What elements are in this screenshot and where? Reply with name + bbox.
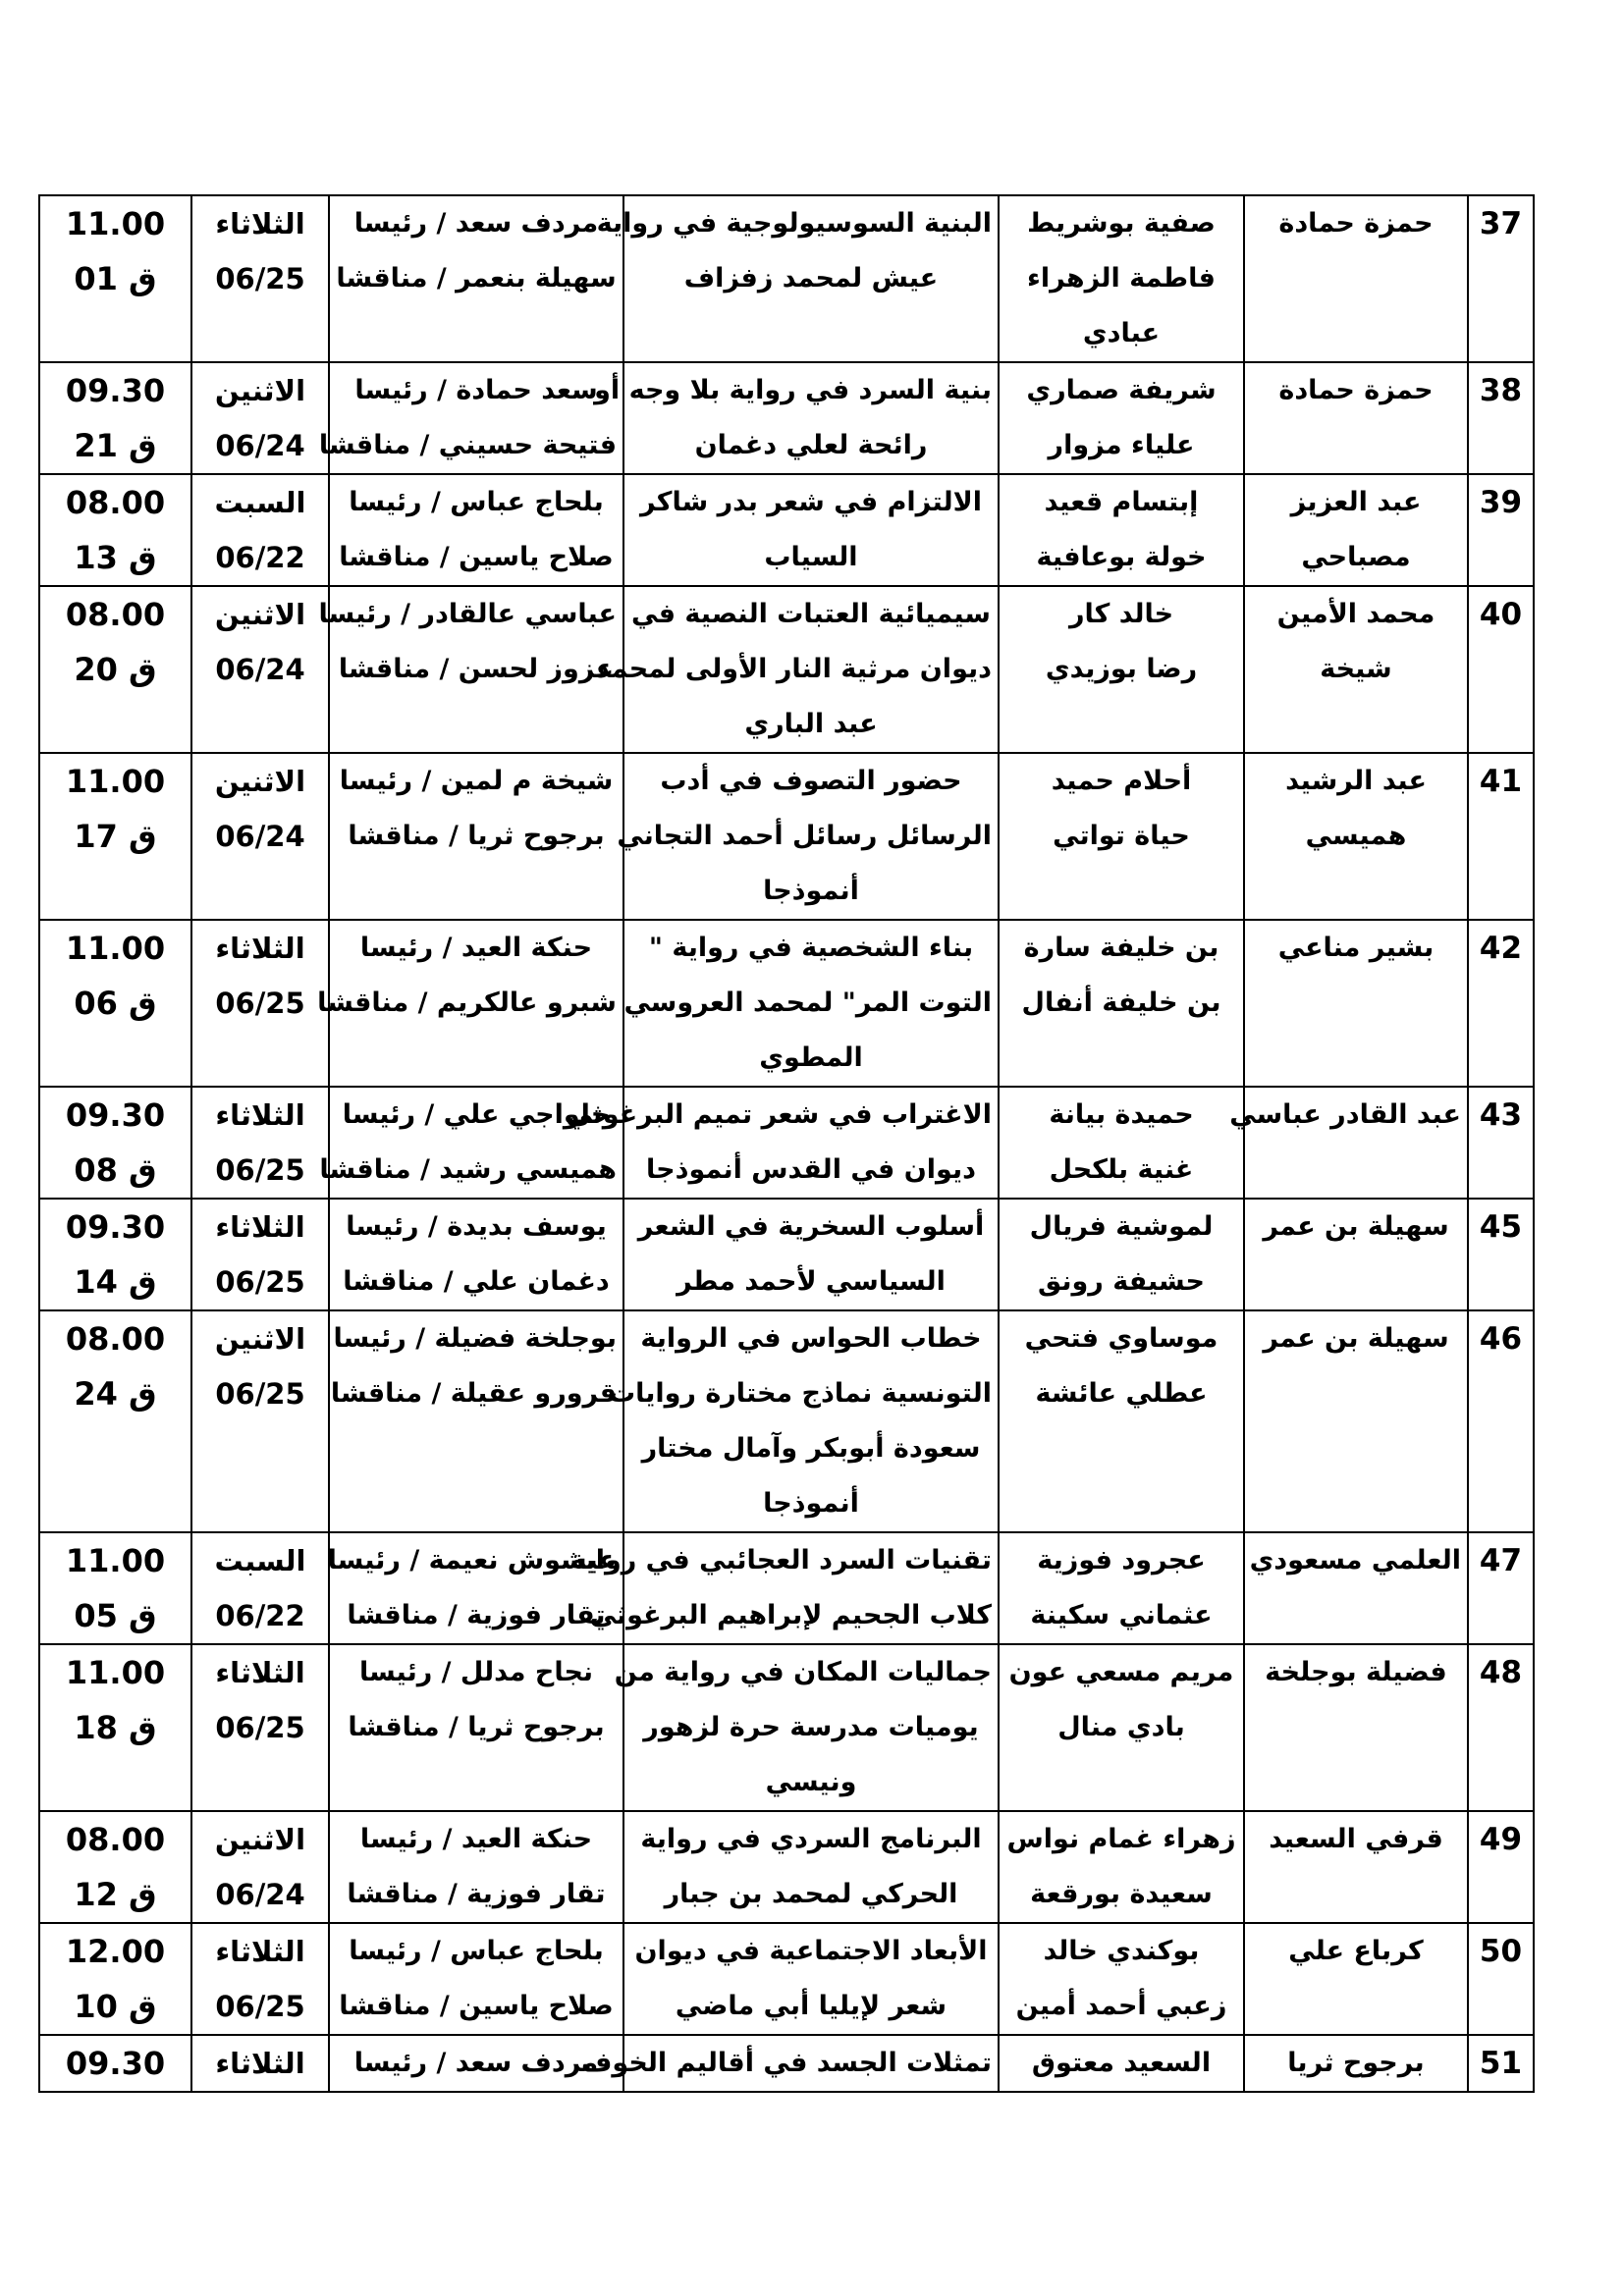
- date-line: 06/25: [215, 1711, 305, 1744]
- thesis-title-line: ديوان في القدس أنموذجا: [646, 1154, 976, 1185]
- date-cell: [191, 1811, 329, 1923]
- supervisor-line: عبد القادر عباسي: [1229, 1099, 1461, 1130]
- time-room-cell: [39, 474, 191, 586]
- defense-schedule-table: [38, 194, 1535, 2093]
- students-line: بوكندي خالد: [1043, 1936, 1200, 1966]
- date-cell: [191, 362, 329, 474]
- committee-line: برجوح ثريا / مناقشا: [348, 821, 605, 851]
- time-room-line: 08.00: [65, 1821, 166, 1858]
- supervisor-cell: [1244, 586, 1468, 753]
- committee-line: سهيلة بنعمر / مناقشا: [336, 263, 617, 294]
- time-room-cell: [39, 1199, 191, 1310]
- committee-line: عباسي عالقادر / رئيسا: [318, 599, 617, 629]
- time-room-line: ق 24: [74, 1375, 157, 1413]
- committee-cell: [319, 1087, 623, 1199]
- committee-line: بوجلخة فضيلة / رئيسا: [333, 1323, 617, 1354]
- time-room-line: 11.00: [65, 763, 166, 800]
- table-row: [39, 1644, 1534, 1811]
- students-line: عطلي عائشة: [1035, 1378, 1208, 1409]
- supervisor-line: عبد الرشيد: [1285, 766, 1427, 796]
- students-line: بن خليفة سارة: [1023, 933, 1219, 963]
- supervisor-line: حمزة حمادة: [1278, 208, 1434, 239]
- supervisor-line: العلمي مسعودي: [1249, 1545, 1461, 1575]
- students-cell: [999, 474, 1244, 586]
- thesis-title-line: السياسي لأحمد مطر: [677, 1266, 946, 1297]
- supervisor-cell: [1244, 1199, 1468, 1310]
- thesis-title-cell: [623, 1811, 999, 1923]
- committee-cell: [318, 362, 623, 474]
- date-line: 06/25: [215, 1153, 305, 1187]
- supervisor-cell: [1244, 1310, 1468, 1532]
- students-line: عجرود فوزية: [1037, 1545, 1206, 1575]
- students-cell: [999, 586, 1244, 753]
- date-cell: [191, 1644, 329, 1811]
- date-cell: [191, 1199, 329, 1310]
- students-cell: [999, 1923, 1244, 2035]
- row-number-cell: 38: [1468, 362, 1534, 474]
- thesis-title-line: تمثلات الجسد في أقاليم الخوف: [581, 2048, 992, 2078]
- thesis-title-line: سعودة أبوبكر وآمال مختار: [641, 1433, 981, 1464]
- thesis-title-line: أنموذجا: [763, 1488, 859, 1519]
- supervisor-cell: [1229, 1087, 1468, 1199]
- students-cell: [999, 753, 1244, 920]
- students-line: بن خليفة أنفال: [1021, 988, 1221, 1018]
- thesis-title-line: البنية السوسيولوجية في رواية: [596, 208, 992, 239]
- date-line: الثلاثاء: [215, 1098, 305, 1132]
- supervisor-line: قرفي السعيد: [1269, 1824, 1443, 1854]
- time-room-cell: [39, 1310, 191, 1532]
- supervisor-line: هميسي: [1305, 821, 1407, 851]
- date-line: 06/25: [215, 262, 305, 295]
- thesis-title-line: تقنيات السرد العجائبي في رواية: [569, 1545, 992, 1575]
- students-line: موساوي فتحي: [1024, 1323, 1218, 1354]
- date-line: الثلاثاء: [215, 1935, 305, 1968]
- thesis-title-line: أسلوب السخرية في الشعر: [637, 1211, 985, 1242]
- students-cell: [999, 1644, 1244, 1811]
- time-room-line: 08.00: [65, 1320, 166, 1358]
- thesis-title-line: شعر لإيليا أبي ماضي: [675, 1991, 947, 2021]
- row-number-cell: 39: [1468, 474, 1534, 586]
- date-line: السبت: [214, 1544, 306, 1577]
- row-number-cell: 41: [1468, 753, 1534, 920]
- date-cell: [191, 920, 329, 1087]
- students-line: زهراء غمام نواس: [1006, 1824, 1236, 1854]
- date-line: 06/25: [215, 1990, 305, 2023]
- thesis-title-cell: [569, 1532, 999, 1644]
- thesis-title-cell: [623, 920, 999, 1087]
- committee-line: يوسف بديدة / رئيسا: [346, 1211, 607, 1242]
- date-line: 06/22: [215, 541, 305, 574]
- row-number-cell: 46: [1468, 1310, 1534, 1532]
- thesis-title-line: أنموذجا: [763, 876, 859, 906]
- time-room-line: 11.00: [65, 1654, 166, 1691]
- date-line: 06/24: [215, 1878, 305, 1911]
- time-room-line: ق 01: [74, 260, 157, 297]
- table-row: [39, 1923, 1534, 2035]
- supervisor-line: مصباحي: [1301, 542, 1411, 572]
- table-row: [39, 2035, 1534, 2092]
- date-cell: [191, 2035, 329, 2092]
- time-room-line: ق 21: [74, 427, 157, 464]
- committee-cell: [329, 1532, 623, 1644]
- committee-line: حنكة العيد / رئيسا: [359, 1824, 593, 1854]
- supervisor-line: حمزة حمادة: [1278, 375, 1434, 405]
- committee-cell: [329, 195, 623, 362]
- supervisor-line: عبد العزيز: [1290, 487, 1422, 517]
- date-line: 06/25: [215, 1265, 305, 1299]
- supervisor-line: سهيلة بن عمر: [1263, 1211, 1449, 1242]
- supervisor-line: برجوح ثريا: [1287, 2048, 1425, 2078]
- committee-line: بلحاج عباس / رئيسا: [349, 1936, 604, 1966]
- time-room-cell: [39, 1087, 191, 1199]
- students-line: السعيد معتوق: [1031, 2048, 1212, 2078]
- row-number-cell: 43: [1468, 1087, 1534, 1199]
- date-line: 06/24: [215, 429, 305, 462]
- committee-cell: [329, 2035, 623, 2092]
- thesis-title-cell: [594, 362, 999, 474]
- supervisor-cell: [1244, 195, 1468, 362]
- thesis-title-line: بناء الشخصية في رواية ": [648, 933, 974, 963]
- committee-line: عزوز لحسن / مناقشا: [338, 654, 615, 684]
- time-room-line: ق 06: [74, 985, 157, 1022]
- time-room-line: ق 13: [74, 539, 157, 576]
- supervisor-line: سهيلة بن عمر: [1263, 1323, 1449, 1354]
- committee-line: قرورو عقيلة / مناقشا: [330, 1378, 617, 1409]
- thesis-title-line: يوميات مدرسة حرة لزهور: [643, 1712, 979, 1742]
- students-line: عبادي: [1082, 318, 1161, 348]
- students-line: عثماني سكينة: [1030, 1600, 1213, 1630]
- committee-line: برجوح ثريا / مناقشا: [348, 1712, 605, 1742]
- table-row: [39, 753, 1534, 920]
- thesis-title-cell: [581, 2035, 999, 2092]
- time-room-line: ق 14: [74, 1263, 157, 1301]
- time-room-line: 11.00: [65, 205, 166, 242]
- committee-line: مردف سعد / رئيسا: [353, 208, 599, 239]
- thesis-title-line: التوت المر" لمحمد العروسي: [623, 988, 992, 1018]
- thesis-title-line: الرسائل رسائل أحمد التجاني: [617, 821, 992, 851]
- time-room-cell: [39, 920, 191, 1087]
- students-line: خولة بوعافية: [1036, 542, 1207, 572]
- time-room-line: ق 10: [74, 1988, 157, 2025]
- supervisor-line: محمد الأمين: [1276, 599, 1435, 629]
- row-number-cell: 50: [1468, 1923, 1534, 2035]
- row-number-cell: 48: [1468, 1644, 1534, 1811]
- committee-cell: [317, 920, 623, 1087]
- time-room-line: 09.30: [65, 1096, 166, 1134]
- time-room-cell: [39, 195, 191, 362]
- committee-cell: [329, 1811, 623, 1923]
- time-room-line: ق 20: [74, 651, 157, 688]
- thesis-title-line: عيش لمحمد زفزاف: [683, 263, 939, 294]
- table-row: [39, 362, 1534, 474]
- students-cell: [999, 1310, 1244, 1532]
- date-cell: [191, 1310, 329, 1532]
- row-number-cell: 37: [1468, 195, 1534, 362]
- time-room-line: 08.00: [65, 484, 166, 521]
- students-line: حميدة بيانة: [1049, 1099, 1194, 1130]
- supervisor-cell: [1244, 1532, 1468, 1644]
- committee-line: صلاح ياسين / مناقشا: [339, 1991, 614, 2021]
- thesis-title-cell: [623, 474, 999, 586]
- committee-line: شبرو عالكريم / مناقشا: [317, 988, 617, 1018]
- supervisor-cell: [1244, 362, 1468, 474]
- students-cell: [999, 195, 1244, 362]
- time-room-cell: [39, 586, 191, 753]
- supervisor-cell: [1244, 920, 1468, 1087]
- date-line: الثلاثاء: [215, 1656, 305, 1689]
- date-line: 06/24: [215, 653, 305, 686]
- supervisor-line: فضيلة بوجلخة: [1265, 1657, 1447, 1687]
- time-room-cell: [39, 1811, 191, 1923]
- supervisor-cell: [1244, 753, 1468, 920]
- table-row: [39, 1087, 1534, 1199]
- committee-line: بلحاج عباس / رئيسا: [349, 487, 604, 517]
- committee-line: تقار فوزية / مناقشا: [347, 1600, 606, 1630]
- time-room-line: 11.00: [65, 930, 166, 967]
- thesis-title-line: البرنامج السردي في رواية: [640, 1824, 982, 1854]
- thesis-title-line: ونيسي: [765, 1767, 857, 1797]
- students-cell: [999, 1087, 1244, 1199]
- thesis-title-line: الالتزام في شعر بدر شاكر: [639, 487, 982, 517]
- date-line: 06/22: [215, 1599, 305, 1632]
- thesis-title-line: المطوي: [759, 1042, 863, 1073]
- table-row: [39, 1532, 1534, 1644]
- committee-line: هميسي رشيد / مناقشا: [319, 1154, 617, 1185]
- row-number-cell: 45: [1468, 1199, 1534, 1310]
- committee-line: حلواجي علي / رئيسا: [342, 1099, 611, 1130]
- thesis-title-cell: [608, 1310, 999, 1532]
- students-line: علياء مزوار: [1048, 430, 1195, 460]
- students-cell: [999, 1811, 1244, 1923]
- students-line: بادي منال: [1057, 1712, 1185, 1742]
- students-cell: [999, 1199, 1244, 1310]
- supervisor-cell: [1244, 1923, 1468, 2035]
- thesis-title-cell: [596, 195, 999, 362]
- thesis-title-cell: [566, 1087, 999, 1199]
- table-row: [39, 1811, 1534, 1923]
- supervisor-cell: [1244, 474, 1468, 586]
- date-line: الاثنين: [214, 765, 306, 798]
- date-line: 06/25: [215, 987, 305, 1020]
- students-cell: [999, 2035, 1244, 2092]
- row-number-cell: 42: [1468, 920, 1534, 1087]
- time-room-line: 12.00: [65, 1933, 166, 1970]
- students-line: مريم مسعي عون: [1008, 1657, 1234, 1687]
- students-cell: [999, 1532, 1244, 1644]
- supervisor-line: كرباع علي: [1288, 1936, 1424, 1966]
- committee-line: دغمان علي / مناقشا: [343, 1266, 610, 1297]
- date-line: الاثنين: [214, 374, 306, 407]
- date-line: السبت: [214, 486, 306, 519]
- time-room-cell: [39, 753, 191, 920]
- supervisor-cell: [1244, 1644, 1468, 1811]
- students-line: غنية بلكحل: [1049, 1154, 1194, 1185]
- supervisor-cell: [1244, 2035, 1468, 2092]
- date-line: الثلاثاء: [215, 932, 305, 965]
- committee-cell: [318, 586, 623, 753]
- committee-line: تقار فوزية / مناقشا: [347, 1879, 606, 1909]
- committee-cell: [329, 1310, 623, 1532]
- time-room-line: ق 05: [74, 1597, 157, 1634]
- committee-line: صلاح ياسين / مناقشا: [339, 542, 614, 572]
- committee-line: عيشوش نعيمة / رئيسا: [327, 1545, 617, 1575]
- schedule-rows: [39, 195, 1534, 2092]
- time-room-line: 08.00: [65, 596, 166, 633]
- students-line: إبتسام قعيد: [1044, 487, 1199, 517]
- thesis-title-cell: [596, 586, 999, 753]
- thesis-title-line: سيميائية العتبات النصية في: [631, 599, 991, 629]
- committee-cell: [329, 1644, 623, 1811]
- date-cell: [191, 1532, 329, 1644]
- thesis-title-line: حضور التصوف في أدب: [660, 766, 962, 796]
- supervisor-line: شيخة: [1320, 654, 1392, 684]
- time-room-line: ق 08: [74, 1151, 157, 1189]
- thesis-title-line: التونسية نماذج مختارة روايات: [608, 1378, 992, 1409]
- time-room-line: 09.30: [65, 372, 166, 409]
- committee-cell: [329, 1199, 623, 1310]
- committee-cell: [329, 474, 623, 586]
- students-cell: [999, 362, 1244, 474]
- students-line: رضا بوزيدي: [1045, 654, 1198, 684]
- date-line: الثلاثاء: [215, 207, 305, 240]
- table-row: [39, 920, 1534, 1087]
- table-row: [39, 1310, 1534, 1532]
- students-line: صفية بوشريط: [1027, 208, 1216, 239]
- committee-cell: [329, 1923, 623, 2035]
- students-line: حياة تواتي: [1053, 821, 1190, 851]
- thesis-title-line: عبد الباري: [744, 709, 878, 739]
- committee-line: فتيحة حسيني / مناقشا: [318, 430, 617, 460]
- date-line: 06/25: [215, 1377, 305, 1411]
- students-line: لموشية فريال: [1029, 1211, 1214, 1242]
- defense-schedule-page: [38, 194, 1533, 2093]
- table-row: [39, 1199, 1534, 1310]
- thesis-title-line: الحركي لمحمد بن جبار: [664, 1879, 958, 1909]
- table-row: [39, 474, 1534, 586]
- time-room-line: 11.00: [65, 1542, 166, 1579]
- time-room-line: ق 17: [74, 818, 157, 855]
- date-line: الاثنين: [214, 1823, 306, 1856]
- table-row: [39, 195, 1534, 362]
- thesis-title-cell: [617, 753, 999, 920]
- date-cell: [191, 753, 329, 920]
- date-cell: [191, 474, 329, 586]
- committee-line: نجاح مدلل / رئيسا: [358, 1657, 594, 1687]
- row-number-cell: 47: [1468, 1532, 1534, 1644]
- thesis-title-line: السياب: [764, 542, 858, 572]
- thesis-title-cell: [623, 1199, 999, 1310]
- thesis-title-cell: [623, 1923, 999, 2035]
- date-cell: [191, 1087, 329, 1199]
- supervisor-cell: [1244, 1811, 1468, 1923]
- thesis-title-line: بنية السرد في رواية بلا وجه أو: [594, 375, 992, 405]
- table-row: [39, 586, 1534, 753]
- date-line: الثلاثاء: [215, 2047, 305, 2080]
- committee-line: سعد حمادة / رئيسا: [354, 375, 598, 405]
- date-line: الاثنين: [214, 1322, 306, 1356]
- thesis-title-line: رائحة لعلي دغمان: [694, 430, 928, 460]
- thesis-title-line: جماليات المكان في رواية من: [614, 1657, 992, 1687]
- thesis-title-line: كلاب الجحيم لإبراهيم البرغوثي: [589, 1600, 992, 1630]
- thesis-title-line: الاغتراب في شعر تميم البرغوثي: [566, 1099, 992, 1130]
- students-cell: [999, 920, 1244, 1087]
- row-number-cell: 49: [1468, 1811, 1534, 1923]
- thesis-title-line: خطاب الحواس في الرواية: [640, 1323, 982, 1354]
- date-line: الثلاثاء: [215, 1210, 305, 1244]
- committee-line: مردف سعد / رئيسا: [353, 2048, 599, 2078]
- time-room-line: ق 12: [74, 1876, 157, 1913]
- time-room-line: 09.30: [65, 2045, 166, 2082]
- date-cell: [191, 586, 329, 753]
- time-room-cell: [39, 1923, 191, 2035]
- students-line: فاطمة الزهراء: [1027, 263, 1216, 294]
- students-line: سعيدة بورقعة: [1030, 1879, 1213, 1909]
- committee-cell: [329, 753, 623, 920]
- time-room-line: 09.30: [65, 1208, 166, 1246]
- students-line: حشيفة رونق: [1038, 1266, 1205, 1297]
- students-line: أحلام حميد: [1051, 766, 1192, 796]
- row-number-cell: 51: [1468, 2035, 1534, 2092]
- time-room-cell: [39, 362, 191, 474]
- time-room-cell: [39, 1532, 191, 1644]
- students-line: زعبي أحمد أمين: [1015, 1991, 1227, 2021]
- time-room-cell: [39, 2035, 191, 2092]
- committee-line: شيخة م لمين / رئيسا: [339, 766, 614, 796]
- students-line: خالد كار: [1068, 599, 1174, 629]
- date-line: 06/24: [215, 820, 305, 853]
- time-room-line: ق 18: [74, 1709, 157, 1746]
- students-line: شريفة صماري: [1026, 375, 1217, 405]
- row-number-cell: 40: [1468, 586, 1534, 753]
- thesis-title-cell: [614, 1644, 999, 1811]
- date-cell: [191, 1923, 329, 2035]
- thesis-title-line: ديوان مرثية النار الأولى لمحمد: [596, 654, 992, 684]
- thesis-title-line: الأبعاد الاجتماعية في ديوان: [634, 1936, 988, 1966]
- date-cell: [191, 195, 329, 362]
- time-room-cell: [39, 1644, 191, 1811]
- committee-line: حنكة العيد / رئيسا: [359, 933, 593, 963]
- supervisor-line: بشير مناعي: [1277, 933, 1435, 963]
- date-line: الاثنين: [214, 598, 306, 631]
